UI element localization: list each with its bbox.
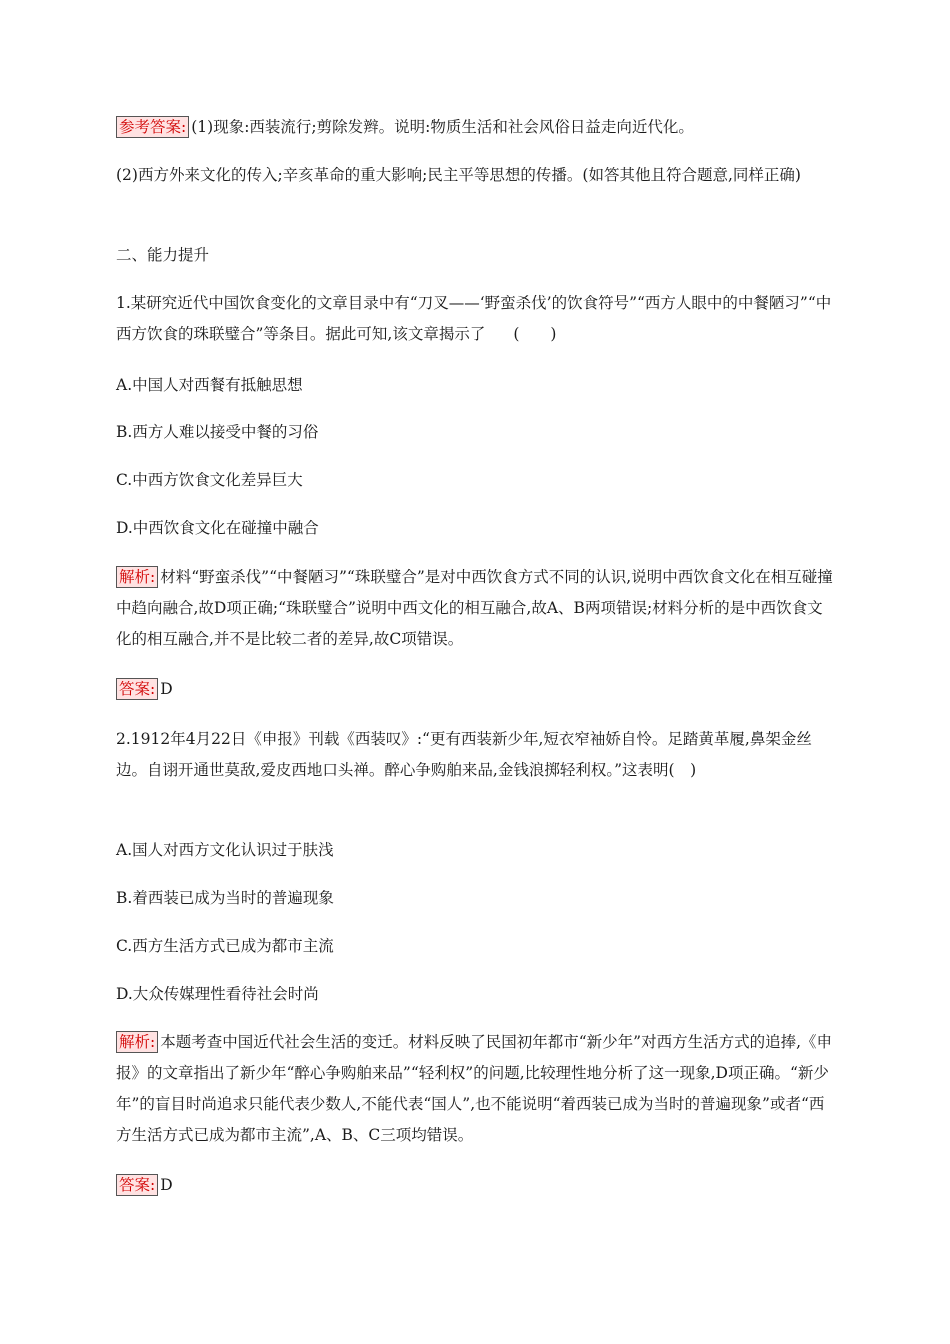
q2-option-d: D.大众传媒理性看待社会时尚: [116, 985, 319, 1003]
q2-analysis: [116, 1027, 836, 1151]
q0-answer-line1: [116, 112, 836, 143]
q2-option-a: A.国人对西方文化认识过于肤浅: [116, 841, 334, 859]
reference-answer-tag: 参考答案:: [116, 116, 189, 138]
q2-answer-tag: 答案:: [116, 1174, 158, 1196]
q1-analysis: [116, 562, 836, 655]
q2-answer: [116, 1170, 836, 1201]
q1-option-c: C.中西方饮食文化差异巨大: [116, 471, 303, 489]
q0-answer-part2: (2)西方外来文化的传入;辛亥革命的重大影响;民主平等思想的传播。(如答其他且符合题意,同样正确): [116, 166, 801, 184]
section-title: 二、能力提升: [116, 246, 210, 264]
q2-analysis-text: 本题考查中国近代社会生活的变迁。材料反映了民国初年都市“新少年”对西方生活方式的追捧,《申报》的文章指出了新少年“醉心争购舶来品”“轻利权”的问题,比较理性地分析了这一现象,D项正确。“新少年”的盲目时尚追求只能代表少数人,不能代表“国人”,也不能说明“着西装已成为当时的普遍现象”或者“西方生活方式已成为都市主流”,A、B、C三项均错误。: [116, 1033, 833, 1144]
q2-option-c: C.西方生活方式已成为都市主流: [116, 937, 334, 955]
q2-answer-value: D: [160, 1176, 173, 1194]
q2-analysis-tag: 解析:: [116, 1031, 158, 1053]
q1-stem: [116, 288, 836, 350]
q1-option-d: D.中西饮食文化在碰撞中融合: [116, 519, 319, 537]
q1-answer: [116, 674, 836, 705]
q1-analysis-text: 材料“野蛮杀伐”“中餐陋习”“珠联璧合”是对中西饮食方式不同的认识,说明中西饮食文化在相互碰撞中趋向融合,故D项正确;“珠联璧合”说明中西文化的相互融合,故A、B两项错误;材料分析的是中西饮食文化的相互融合,并不是比较二者的差异,故C项错误。: [116, 568, 833, 648]
q1-option-b: B.西方人难以接受中餐的习俗: [116, 423, 319, 441]
q2-option-b: B.着西装已成为当时的普遍现象: [116, 889, 334, 907]
q1-analysis-tag: 解析:: [116, 566, 158, 588]
q2-stem: 2.1912年4月22日《申报》刊载《西装叹》:“更有西装新少年,短衣窄袖娇自怜。足踏黄革履,鼻架金丝边。自诩开通世莫敌,爱皮西地口头禅。醉心争购舶来品,金钱浪掷轻利权。”这表明( ): [116, 730, 812, 779]
q1-answer-paren: ( ): [513, 325, 557, 343]
q1-answer-value: D: [160, 680, 173, 698]
q1-stem-text: 1.某研究近代中国饮食变化的文章目录中有“刀叉——‘野蛮杀伐’的饮食符号”“西方人眼中的中餐陋习”“中西方饮食的珠联璧合”等条目。据此可知,该文章揭示了: [116, 294, 832, 343]
q1-answer-tag: 答案:: [116, 678, 158, 700]
q0-answer-part1: (1)现象:西装流行;剪除发辫。说明:物质生活和社会风俗日益走向近代化。: [191, 118, 694, 136]
q1-option-a: A.中国人对西餐有抵触思想: [116, 376, 303, 394]
